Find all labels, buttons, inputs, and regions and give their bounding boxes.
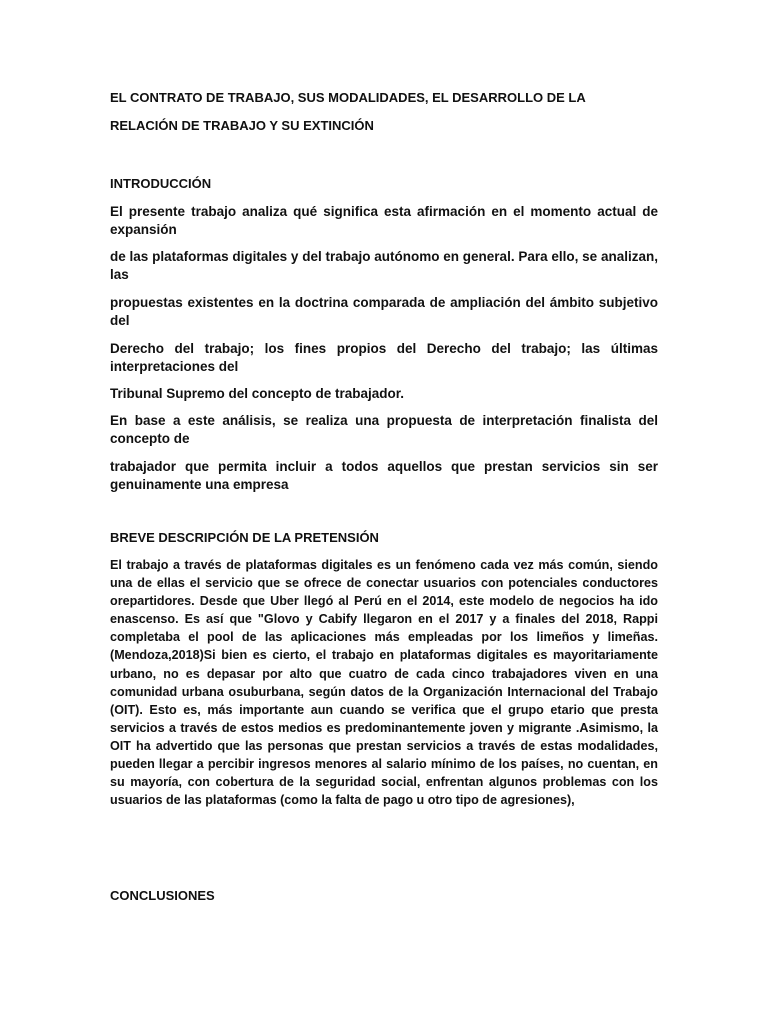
introduction-line: trabajador que permita incluir a todos aquellos que prestan servicios sin ser genuinamente una empresa [110,459,658,492]
introduction-line: En base a este análisis, se realiza una propuesta de interpretación finalista del concepto de [110,413,658,446]
introduction-line: de las plataformas digitales y del trabajo autónomo en general. Para ello, se analizan, las [110,249,658,282]
introduction-line: Tribunal Supremo del concepto de trabajador. [110,386,405,401]
document-title-line-1: EL CONTRATO DE TRABAJO, SUS MODALIDADES, EL DESARROLLO DE LA [110,90,586,105]
description-heading: BREVE DESCRIPCIÓN DE LA PRETENSIÓN [110,530,379,545]
introduction-line: El presente trabajo analiza qué significa esta afirmación en el momento actual de expansión [110,204,658,237]
conclusions-heading: CONCLUSIONES [110,888,215,903]
document-page [110,0,658,1024]
introduction-line: propuestas existentes en la doctrina comparada de ampliación del ámbito subjetivo del [110,295,658,328]
introduction-line: Derecho del trabajo; los fines propios del Derecho del trabajo; las últimas interpretaciones del [110,341,658,374]
introduction-heading: INTRODUCCIÓN [110,176,212,191]
description-paragraph: El trabajo a través de plataformas digitales es un fenómeno cada vez más común, siendo una de ellas el servicio que se ofrece de conectar usuarios con potenciales conductores orepartidores. Desde que Uber llegó al Perú en el 2014, este modelo de negocios ha ido enascenso. Es así que "Glovo y Cabify llegaron en el 2017 y a finales del 2018, Rappi completaba el pool de las aplicaciones más empleadas por los limeños y limeñas. (Mendoza,2018)Si bien es cierto, el trabajo en plataformas digitales es mayoritariamente urbano, no es depasar por alto que cuatro de cada cinco trabajadores viven en una comunidad urbana osuburbana, según datos de la Organización Internacional del Trabajo (OIT). Esto es, más importante aun cuando se verifica que el grupo etario que presta servicios a través de estos medios es predominantemente joven y migrante .Asimismo, la OIT ha advertido que las personas que prestan servicios a través de estas modalidades, pueden llegar a percibir ingresos menores al salario mínimo de los países, no cuentan, en su mayoría, con cobertura de la seguridad social, enfrentan algunos problemas con los usuarios de las plataformas (como la falta de pago u otro tipo de agresiones), [110,558,658,808]
document-title-line-2: RELACIÓN DE TRABAJO Y SU EXTINCIÓN [110,118,374,133]
